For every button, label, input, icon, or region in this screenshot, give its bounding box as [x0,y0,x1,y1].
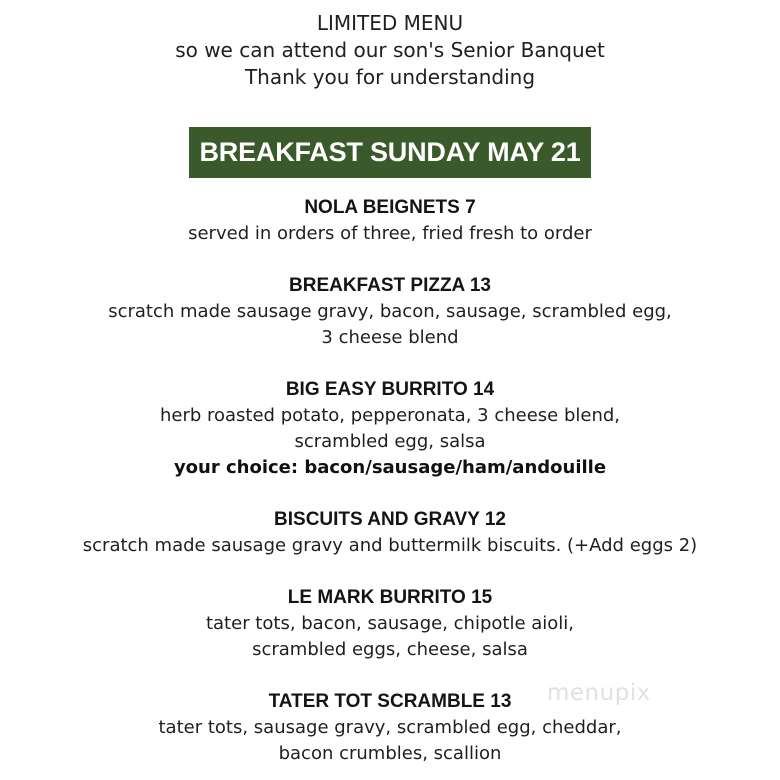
menu-item-big-easy-burrito [0,376,780,481]
item-title: LE MARK BURRITO 15 [287,587,493,608]
item-description: scrambled eggs, cheese, salsa [252,639,528,660]
item-title: BIG EASY BURRITO 14 [285,379,495,400]
item-description: scrambled egg, salsa [294,431,486,452]
menu-items [0,194,780,767]
item-title: BISCUITS AND GRAVY 12 [274,509,506,530]
limited-menu-notice [0,10,780,91]
section-banner: BREAKFAST SUNDAY MAY 21 [189,127,591,178]
item-description: scratch made sausage gravy, bacon, sausage, scrambled egg, [108,301,672,322]
menu-item-le-mark-burrito [0,584,780,663]
item-description: scratch made sausage gravy and buttermilk biscuits. (+Add eggs 2) [82,535,698,556]
item-description: 3 cheese blend [321,327,459,348]
item-description: tater tots, sausage gravy, scrambled egg, cheddar, [158,717,622,738]
item-description: served in orders of three, fried fresh to order [188,223,592,244]
notice-line-title: LIMITED MENU [316,11,464,35]
item-description: herb roasted potato, pepperonata, 3 cheese blend, [159,405,621,426]
item-title: BREAKFAST PIZZA 13 [289,275,491,296]
item-choice-note: your choice: bacon/sausage/ham/andouille [173,457,607,478]
menu-item-nola-beignets [0,194,780,247]
section-banner-wrap [0,127,780,178]
menu-item-tater-tot-scramble [0,688,780,767]
item-description: tater tots, bacon, sausage, chipotle aioli, [205,613,575,634]
notice-line-thanks: Thank you for understanding [244,65,536,89]
item-title: TATER TOT SCRAMBLE 13 [268,691,512,712]
menu-item-breakfast-pizza [0,272,780,351]
menu-item-biscuits-and-gravy [0,506,780,559]
item-title: NOLA BEIGNETS 7 [304,197,476,218]
menupix-watermark: menupix [547,680,651,706]
notice-line-reason: so we can attend our son's Senior Banquet [175,38,605,62]
item-description: bacon crumbles, scallion [278,743,502,764]
